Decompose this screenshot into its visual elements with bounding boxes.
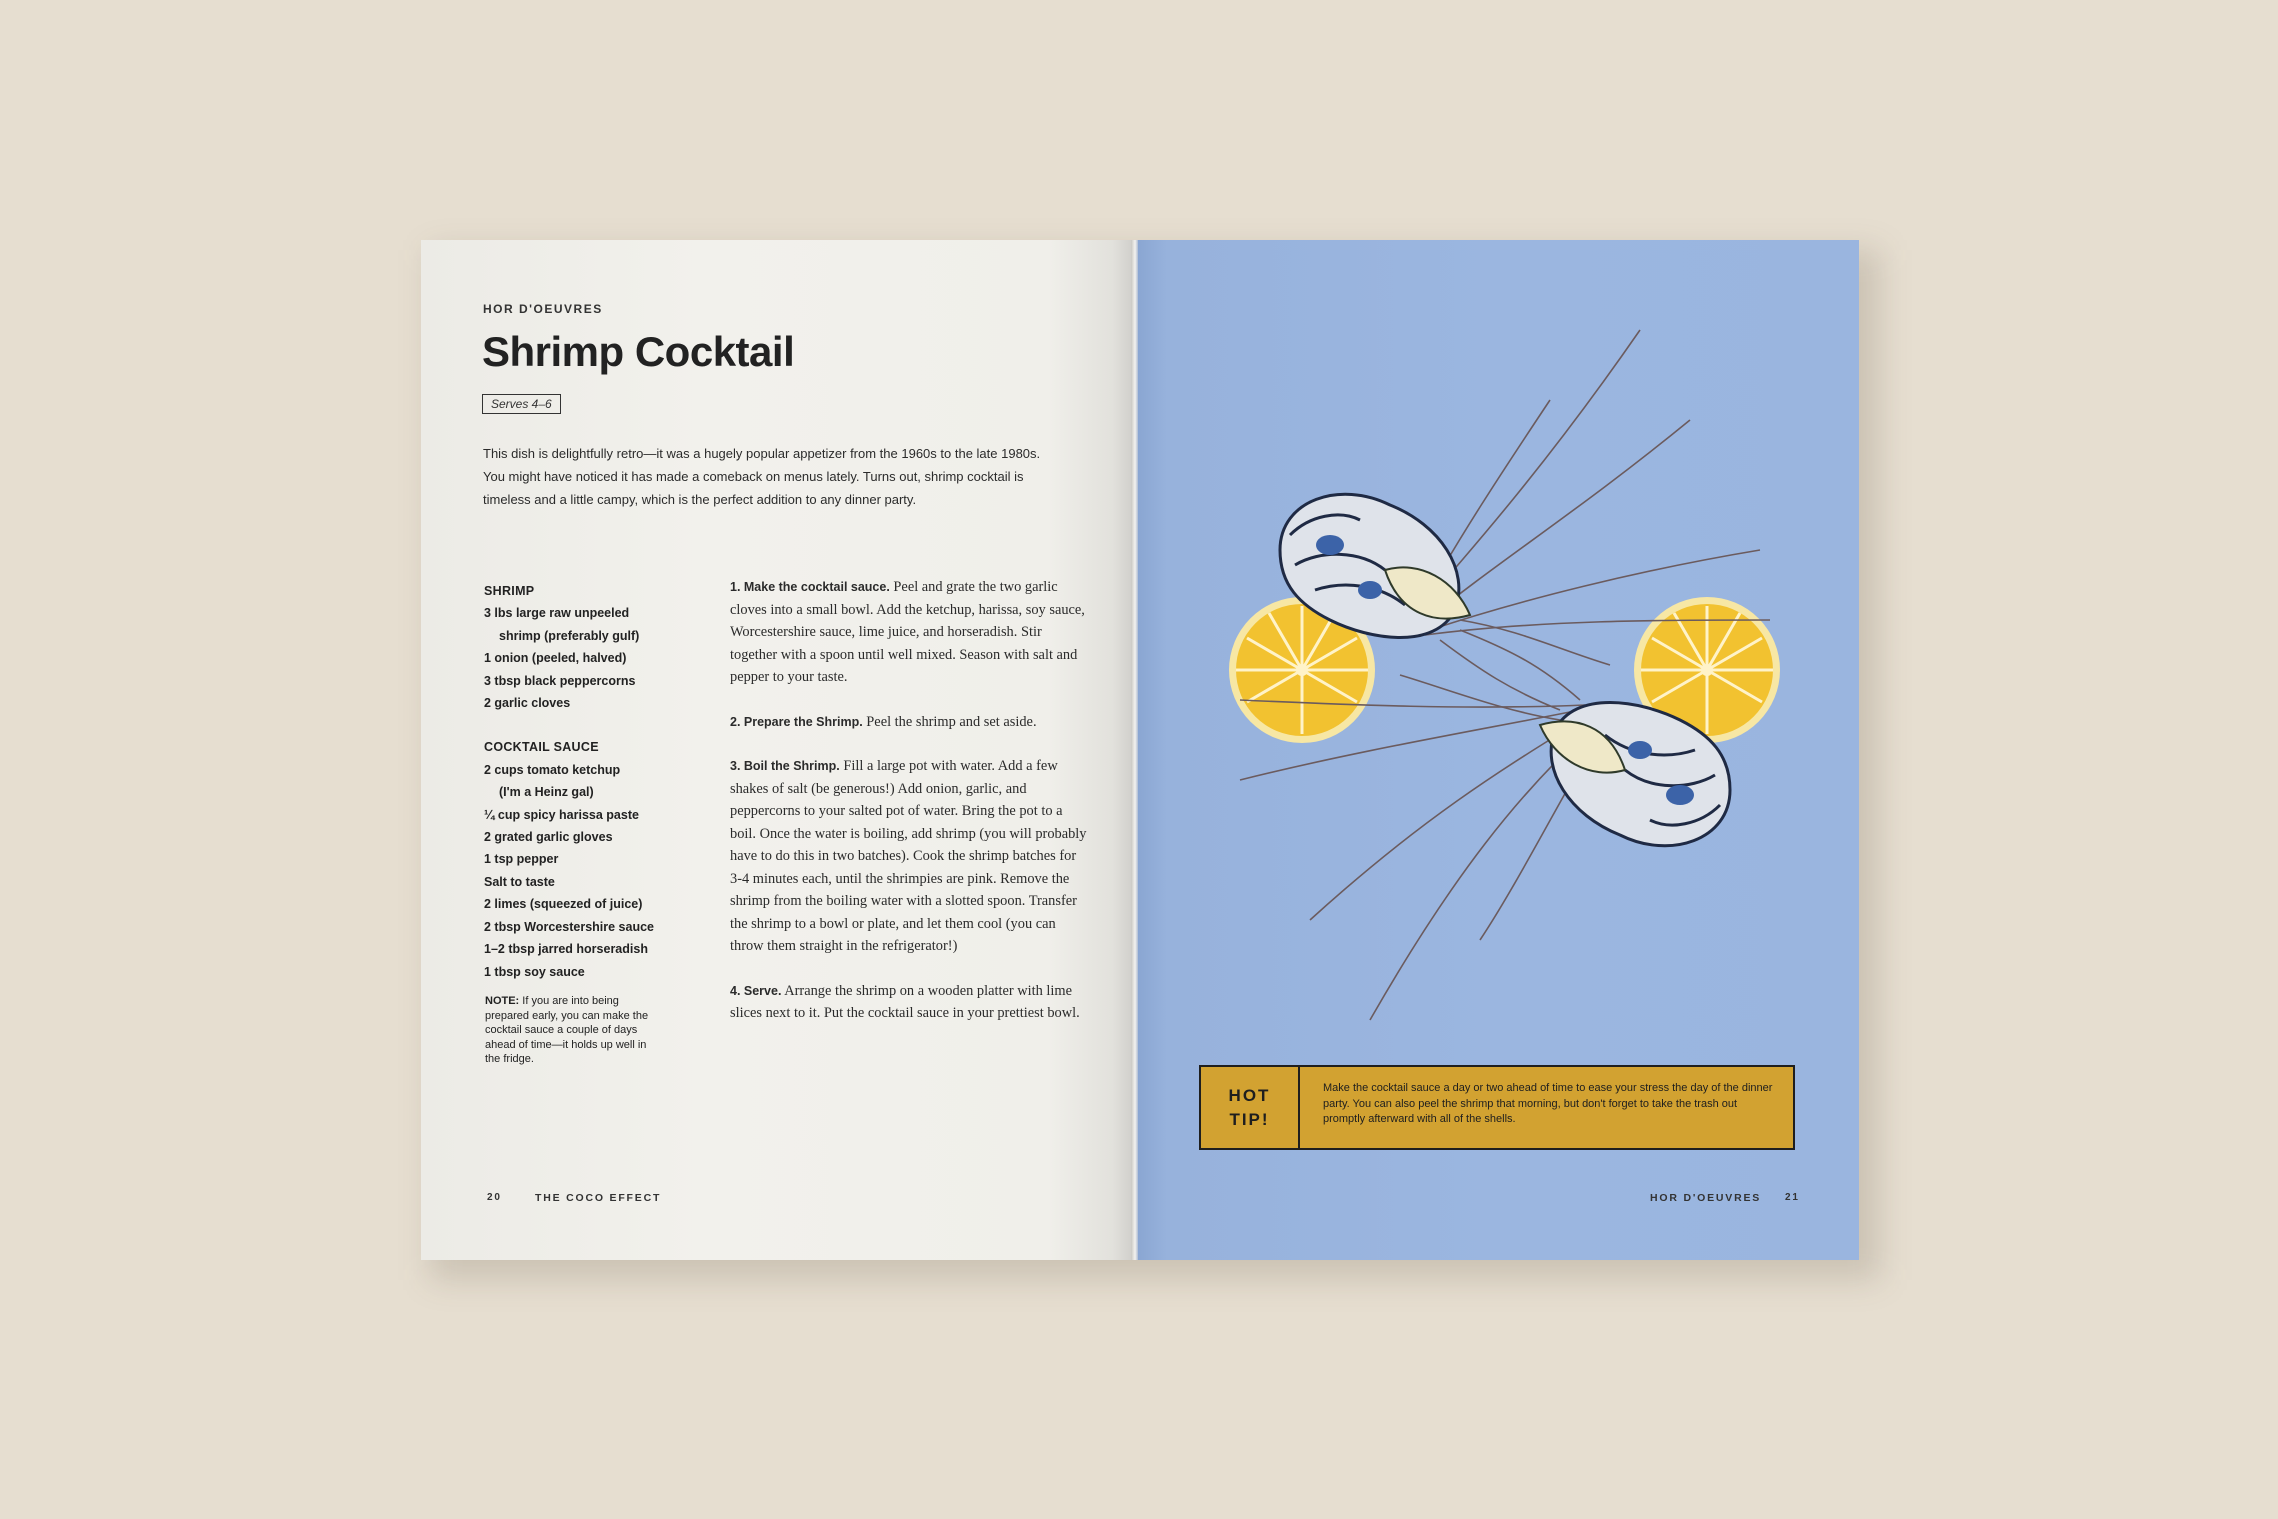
left-footer-book: THE COCO EFFECT (535, 1192, 662, 1204)
note-text: If you are into being prepared early, you can make the cocktail sauce a couple of days ahead of time—it holds up well in the fridge. (485, 995, 649, 1066)
step-item (730, 755, 1090, 958)
ingredient-item: shrimp (preferably gulf) (499, 628, 640, 643)
recipe-steps (730, 576, 1090, 1047)
sauce-heading: COCKTAIL SAUCE (484, 740, 599, 755)
recipe-intro: This dish is delightfully retro—it was a hugely popular appetizer from the 1960s to the late 1980s. You might have noticed it has made a comeback on menus lately. Turns out, shrimp cocktail is timeless and a little campy, which is the perfect addition to any dinner party. (483, 446, 1041, 507)
recipe-title: Shrimp Cocktail (482, 328, 795, 375)
hot-tip-label-line2: TIP! (1229, 1109, 1270, 1129)
note-label: NOTE: (485, 995, 520, 1007)
recipe-note (485, 994, 655, 1067)
step-lead: 1. Make the cocktail sauce. (730, 580, 890, 594)
ingredient-item: 2 cups tomato ketchup (484, 762, 621, 777)
step-lead: 2. Prepare the Shrimp. (730, 714, 863, 729)
ingredient-item: (I'm a Heinz gal) (499, 785, 594, 800)
ingredient-item: 3 lbs large raw unpeeled (484, 606, 630, 621)
hot-tip-text: Make the cocktail sauce a day or two ahead of time to ease your stress the day of the dinner party. You can also peel the shrimp that morning, but don't forget to take the trash out promptly afterward with all of the shells. (1323, 1082, 1773, 1125)
ingredient-item: 1 tsp pepper (484, 852, 559, 867)
ingredient-item: 2 garlic cloves (484, 696, 571, 711)
step-item (730, 980, 1090, 1025)
section-kicker: HOR D'OEUVRES (483, 302, 603, 316)
ingredient-item: 2 tbsp Worcestershire sauce (484, 919, 654, 934)
hot-tip-label-line1: HOT (1228, 1085, 1271, 1105)
shrimp-illustration (1220, 320, 1800, 1040)
hot-tip-label (1215, 1084, 1285, 1132)
ingredient-item: Salt to taste (484, 874, 555, 889)
ingredient-item: 1 onion (peeled, halved) (484, 651, 627, 666)
step-text: Fill a large pot with water. Add a few shakes of salt (be generous!) Add onion, garlic, and peppercorns to your salted pot of water. Bring the pot to a boil. Once the water is boiling, add shrimp (you will probably have to do this in two batches). Cook the shrimp batches for 3-4 minutes each, until the shrimpies are pink. Remove the shrimp from the boiling water with a slotted spoon. Transfer the shrimp to a bowl or plate, and let them cool (you can throw them straight in the refrigerator!) (730, 758, 1087, 954)
shrimp-heading: SHRIMP (484, 584, 535, 598)
step-lead: 4. Serve. (730, 983, 782, 998)
ingredient-item: 1 tbsp soy sauce (484, 964, 585, 979)
ingredient-item: 2 limes (squeezed of juice) (484, 897, 643, 912)
right-footer-section: HOR D'OEUVRES (1650, 1192, 1762, 1204)
ingredient-item: 1–2 tbsp jarred horseradish (484, 942, 648, 957)
step-text: Peel and grate the two garlic cloves into a small bowl. Add the ketchup, harissa, soy sauce, Worcestershire sauce, lime juice, and horseradish. Stir together with a spoon until well mixed. Season with salt and pepper to your taste. (730, 579, 1085, 685)
ingredients-list (484, 580, 684, 983)
ingredient-item: ¼ cup spicy harissa paste (484, 807, 639, 822)
hot-tip-box (1199, 1065, 1795, 1150)
right-page-number: 21 (1785, 1192, 1800, 1203)
step-item (730, 711, 1090, 734)
hot-tip-label-cell (1201, 1067, 1300, 1148)
ingredient-item: 2 grated garlic gloves (484, 830, 613, 845)
step-text: Peel the shrimp and set aside. (866, 713, 1037, 730)
left-page-number: 20 (487, 1192, 502, 1203)
step-text: Arrange the shrimp on a wooden platter with lime slices next to it. Put the cocktail sauce in your prettiest bowl. (730, 982, 1080, 1021)
ingredient-item: 3 tbsp black peppercorns (484, 673, 636, 688)
step-lead: 3. Boil the Shrimp. (730, 759, 840, 773)
serves-badge: Serves 4–6 (482, 394, 561, 414)
step-item (730, 576, 1090, 689)
